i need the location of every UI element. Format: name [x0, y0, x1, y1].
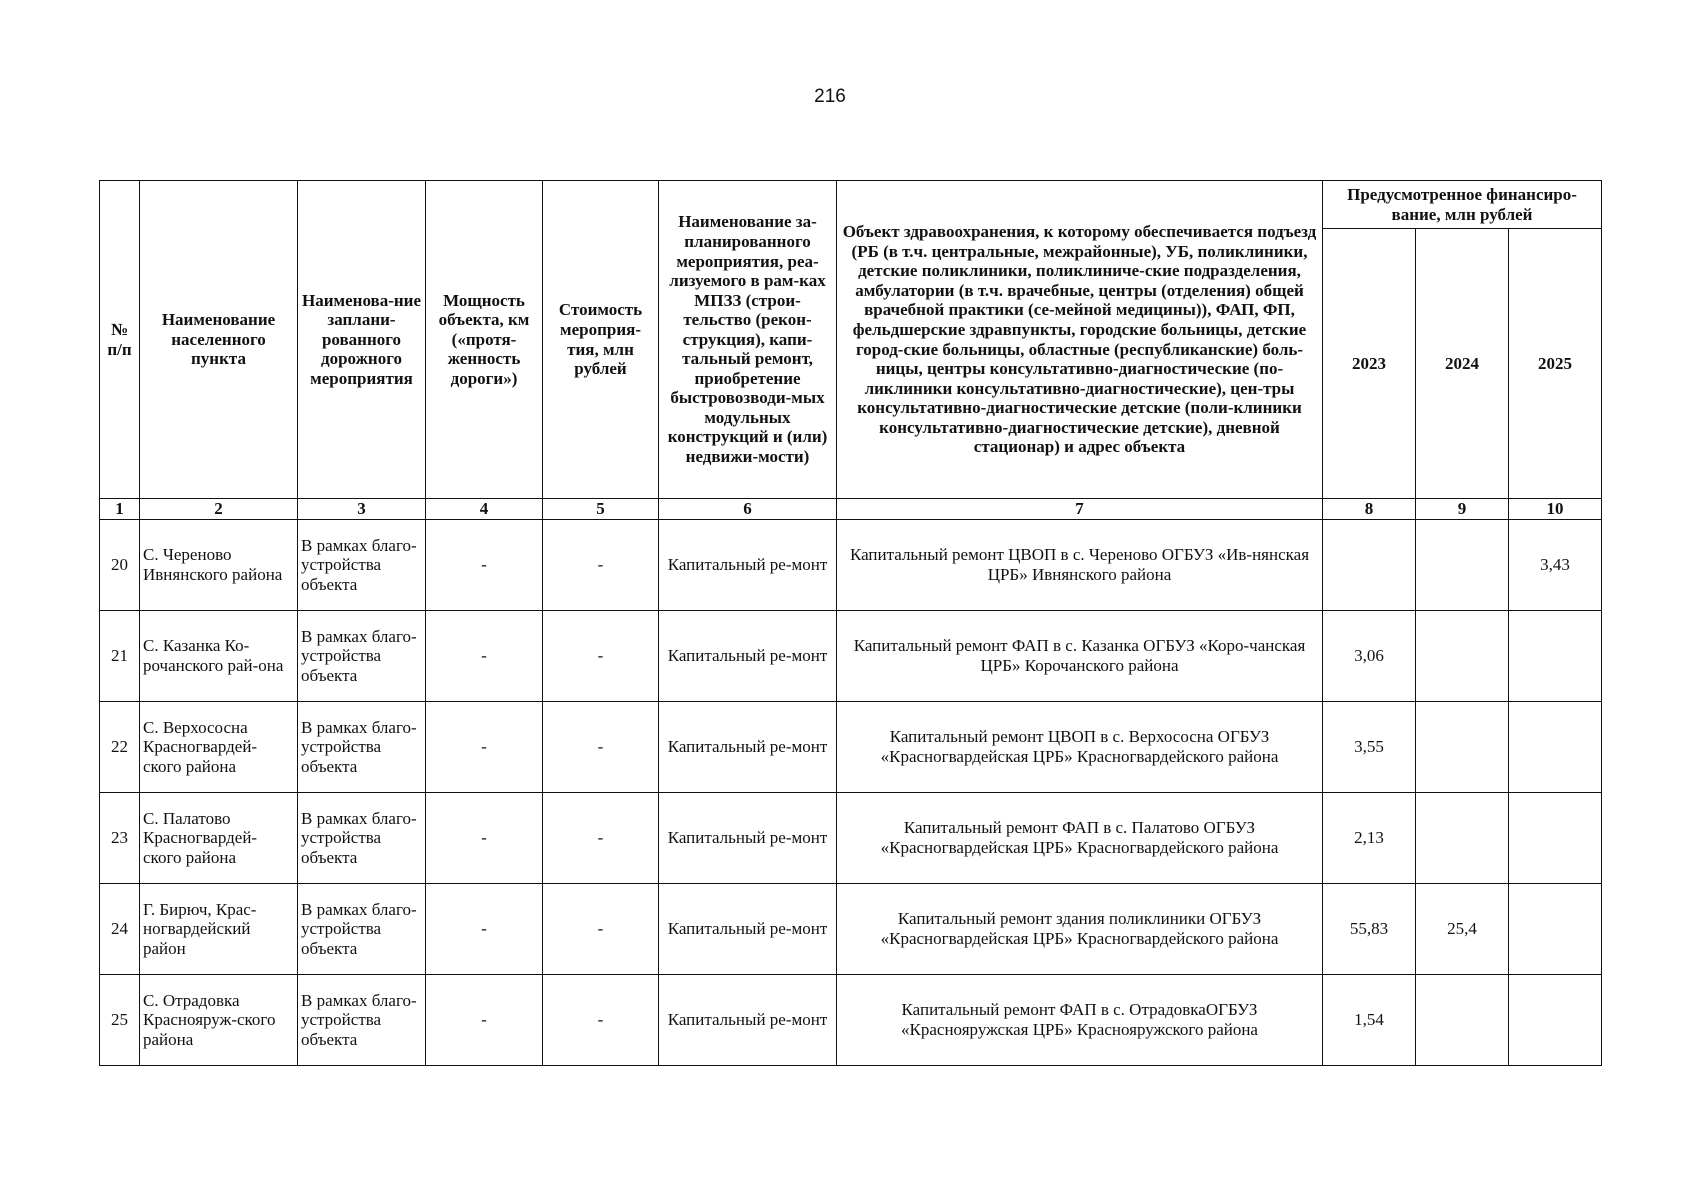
mpzz-event-name: Капитальный ре-монт — [659, 793, 837, 884]
capacity-value: - — [426, 793, 543, 884]
capacity-value: - — [426, 702, 543, 793]
cost-value: - — [543, 884, 659, 975]
health-object: Капитальный ремонт ЦВОП в с. Череново ОГБУЗ «Ив-нянская ЦРБ» Ивнянского района — [837, 520, 1323, 611]
settlement-name: С. Казанка Ко-рочанского рай-она — [140, 611, 298, 702]
cost-value: - — [543, 520, 659, 611]
capacity-value: - — [426, 975, 543, 1066]
financing-2025 — [1509, 975, 1602, 1066]
financing-2025 — [1509, 884, 1602, 975]
column-number: 3 — [298, 499, 426, 520]
financing-2024 — [1416, 702, 1509, 793]
row-number: 20 — [100, 520, 140, 611]
health-object: Капитальный ремонт здания поликлиники ОГБУЗ «Красногвардейская ЦРБ» Красногвардейского района — [837, 884, 1323, 975]
mpzz-event-name: Капитальный ре-монт — [659, 975, 837, 1066]
row-number: 22 — [100, 702, 140, 793]
road-event-name: В рамках благо-устройства объекта — [298, 520, 426, 611]
settlement-name: С. Череново Ивнянского района — [140, 520, 298, 611]
table-row — [100, 520, 1602, 611]
financing-2023: 3,55 — [1323, 702, 1416, 793]
capacity-value: - — [426, 884, 543, 975]
cost-value: - — [543, 975, 659, 1066]
road-event-name: В рамках благо-устройства объекта — [298, 611, 426, 702]
column-number: 9 — [1416, 499, 1509, 520]
column-numbers-row — [100, 499, 1602, 520]
col-header-financing: Предусмотренное финансиро-вание, млн рублей — [1323, 181, 1602, 229]
settlement-name: С. Палатово Красногвардей-ского района — [140, 793, 298, 884]
col-header-health-object: Объект здравоохранения, к которому обеспечивается подъезд (РБ (в т.ч. центральные, межрайонные), УБ, поликлиники, детские поликлиники, поликлиниче-ские подразделения, амбулатории (в т.ч. врачебные, центры (отделения) общей врачебной практики (се-мейной медицины)), ФАП, ФП, фельдшерские здравпункты, городские больницы, детские город-ские больницы, областные (республиканские) боль-ницы, центры консультативно-диагностические (по-ликлиники консультативно-диагностические), цен-тры консультативно-диагностические детские (поли-клиники консультативно-диагностические детские), дневной стационар) и адрес объекта — [837, 181, 1323, 499]
col-header-road-event: Наименова-ние заплани-рованного дорожного мероприятия — [298, 181, 426, 499]
financing-2024: 25,4 — [1416, 884, 1509, 975]
financing-2023: 1,54 — [1323, 975, 1416, 1066]
financing-2023: 55,83 — [1323, 884, 1416, 975]
cost-value: - — [543, 702, 659, 793]
header-row — [100, 181, 1602, 229]
financing-2024 — [1416, 611, 1509, 702]
financing-2023 — [1323, 520, 1416, 611]
financing-2025 — [1509, 702, 1602, 793]
col-header-year-2025: 2025 — [1509, 229, 1602, 499]
table-row — [100, 884, 1602, 975]
financing-2023: 3,06 — [1323, 611, 1416, 702]
financing-2024 — [1416, 975, 1509, 1066]
col-header-year-2023: 2023 — [1323, 229, 1416, 499]
road-event-name: В рамках благо-устройства объекта — [298, 793, 426, 884]
road-event-name: В рамках благо-устройства объекта — [298, 884, 426, 975]
mpzz-event-name: Капитальный ре-монт — [659, 611, 837, 702]
financing-2025 — [1509, 611, 1602, 702]
col-header-num: № п/п — [100, 181, 140, 499]
settlement-name: Г. Бирюч, Крас-ногвардейский район — [140, 884, 298, 975]
column-number: 1 — [100, 499, 140, 520]
financing-2025 — [1509, 793, 1602, 884]
health-object: Капитальный ремонт ЦВОП в с. Верхососна ОГБУЗ «Красногвардейская ЦРБ» Красногвардейского района — [837, 702, 1323, 793]
capacity-value: - — [426, 611, 543, 702]
settlement-name: С. Верхососна Красногвардей-ского района — [140, 702, 298, 793]
health-object: Капитальный ремонт ФАП в с. Казанка ОГБУЗ «Коро-чанская ЦРБ» Корочанского района — [837, 611, 1323, 702]
column-number: 8 — [1323, 499, 1416, 520]
col-header-place: Наименование населенного пункта — [140, 181, 298, 499]
table-row — [100, 702, 1602, 793]
column-number: 10 — [1509, 499, 1602, 520]
financing-2023: 2,13 — [1323, 793, 1416, 884]
column-number: 7 — [837, 499, 1323, 520]
table-row — [100, 611, 1602, 702]
row-number: 25 — [100, 975, 140, 1066]
financing-table — [99, 180, 1602, 1066]
row-number: 23 — [100, 793, 140, 884]
table-row — [100, 793, 1602, 884]
col-header-capacity: Мощность объекта, км («протя-женность дороги») — [426, 181, 543, 499]
cost-value: - — [543, 611, 659, 702]
column-number: 4 — [426, 499, 543, 520]
col-header-cost: Стоимость мероприя-тия, млн рублей — [543, 181, 659, 499]
cost-value: - — [543, 793, 659, 884]
column-number: 6 — [659, 499, 837, 520]
capacity-value: - — [426, 520, 543, 611]
row-number: 21 — [100, 611, 140, 702]
mpzz-event-name: Капитальный ре-монт — [659, 520, 837, 611]
page-number: 216 — [814, 86, 846, 107]
road-event-name: В рамках благо-устройства объекта — [298, 975, 426, 1066]
financing-2024 — [1416, 793, 1509, 884]
health-object: Капитальный ремонт ФАП в с. Палатово ОГБУЗ «Красногвардейская ЦРБ» Красногвардейского района — [837, 793, 1323, 884]
financing-2025: 3,43 — [1509, 520, 1602, 611]
mpzz-event-name: Капитальный ре-монт — [659, 702, 837, 793]
column-number: 2 — [140, 499, 298, 520]
settlement-name: С. Отрадовка Краснояруж-ского района — [140, 975, 298, 1066]
col-header-mpzz-event: Наименование за-планированного мероприятия, реа-лизуемого в рам-ках МПЗЗ (строи-тельство (рекон-струкция), капи-тальный ремонт, приобретение быстровозводи-мых модульных конструкций и (или) недвижи-мости) — [659, 181, 837, 499]
column-number: 5 — [543, 499, 659, 520]
mpzz-event-name: Капитальный ре-монт — [659, 884, 837, 975]
row-number: 24 — [100, 884, 140, 975]
road-event-name: В рамках благо-устройства объекта — [298, 702, 426, 793]
health-object: Капитальный ремонт ФАП в с. ОтрадовкаОГБУЗ «Краснояружская ЦРБ» Краснояружского района — [837, 975, 1323, 1066]
financing-2024 — [1416, 520, 1509, 611]
table-row — [100, 975, 1602, 1066]
col-header-year-2024: 2024 — [1416, 229, 1509, 499]
